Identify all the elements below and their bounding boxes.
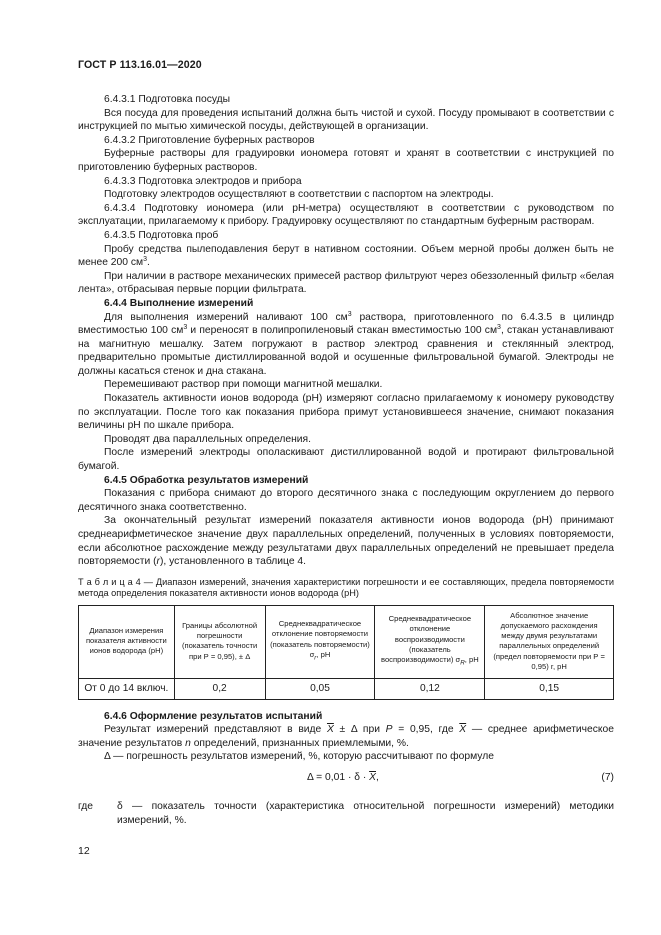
text-run: = 0,95, где <box>392 724 460 736</box>
section-6-4-4-title: 6.4.4 Выполнение измерений <box>104 297 254 309</box>
paragraph: Показания с прибора снимают до второго десятичного знака с последующим округлением до первого десятичного знака соответственно. <box>78 488 614 513</box>
table-header-cell <box>265 605 375 678</box>
superscript: 3 <box>143 256 147 264</box>
formula-expression <box>307 771 379 785</box>
text-run: Для выполнения измерений наливают 100 см <box>104 311 348 323</box>
where-definition: δ — показатель точности (характеристика относительной погрешности измерений) методики измерений, %. <box>117 800 614 826</box>
text-run: Среднеквадратическое отклонение повторяемости (показатель повторяемости) σ <box>270 619 370 659</box>
paragraph: Подготовку электродов осуществляют в соответствии с паспортом на электроды. <box>104 189 494 201</box>
formula-7 <box>78 764 614 794</box>
text-run: и переносят в полипропиленовый стакан вместимостью 100 см <box>187 325 498 337</box>
text-run: — среднее арифметическое значение результатов <box>78 724 614 749</box>
section-6-4-5-title: 6.4.5 Обработка результатов измерений <box>104 474 309 486</box>
table-row <box>79 679 614 700</box>
symbol-x-mean: $\overline{X}$ <box>459 724 467 736</box>
page-number: 12 <box>78 845 90 857</box>
paragraph-6-4-3-4: 6.4.3.4 Подготовку иономера (или pH-метра) осуществляют в соответствии с руководством по эксплуатации, прилагаемому к прибору. Градуировку осуществляют по стандартным буферным растворам. <box>78 202 614 228</box>
text-run: . <box>146 257 150 269</box>
paragraph-sample-volume <box>78 243 614 270</box>
paragraph-6-4-3-5-title: 6.4.3.5 Подготовка проб <box>104 229 219 241</box>
symbol-x-mean: $\overline{X}$ <box>326 724 334 736</box>
table-caption: Т а б л и ц а 4 — Диапазон измерений, значения характеристики погрешности и ее составляющих, предела повторяемости метода определения показателя активности ионов водорода (pH) <box>78 576 614 599</box>
where-block <box>78 800 614 830</box>
table-header-cell: Диапазон измерения показателя активности ионов водорода (pH) <box>79 605 175 678</box>
paragraph-6-4-3-2-title: 6.4.3.2 Приготовление буферных растворов <box>104 134 315 146</box>
paragraph-final-result <box>78 514 614 568</box>
text-run: Результат измерений представляют в виде <box>104 724 327 736</box>
paragraph: Показатель активности ионов водорода (pH) измеряют согласно прилагаемому к иономеру руководству по эксплуатации. После того как показания прибора примут установившееся значение, снимают показания величины pH по шкале прибора. <box>78 393 614 432</box>
symbol-p: P <box>385 724 393 736</box>
table-cell: 0,05 <box>265 679 375 700</box>
text-run: определений, признанных приемлемыми, %. <box>190 737 409 749</box>
superscript: 3 <box>497 324 501 332</box>
formula-number: (7) <box>601 771 614 783</box>
text-run: Среднеквадратическое отклонение воспроизводимости (показатель воспроизводимости) σ <box>381 614 472 664</box>
paragraph: Перемешивают раствор при помощи магнитной мешалки. <box>104 379 383 391</box>
paragraph-6-4-3-3-title: 6.4.3.3 Подготовка электродов и прибора <box>104 175 302 187</box>
text-run: Пробу средства пылеподавления берут в нативном состоянии. Объем мерной пробы должен быть не менее 200 см <box>78 243 614 269</box>
text-run: раствора, приготовленного по 6.4.3.5 в цилиндр вместимостью 100 см <box>78 311 614 337</box>
text-run: Δ = 0,01 · δ · <box>307 771 370 783</box>
symbol-n: n <box>185 737 191 749</box>
paragraph: Буферные растворы для градуировки иономера готовят и хранят в соответствии с инструкцией по приготовлению буферных растворов. <box>78 148 614 173</box>
section-6-4-6-title: 6.4.6 Оформление результатов испытаний <box>104 710 323 722</box>
table-cell: 0,12 <box>375 679 485 700</box>
text-run: , pH <box>316 649 331 659</box>
table-header-row <box>79 605 614 678</box>
superscript: 3 <box>347 310 352 318</box>
paragraph: При наличии в растворе механических примесей раствор фильтруют через обеззоленный фильтр «белая лента», отбрасывая первые порции фильтрата. <box>78 270 614 296</box>
paragraph-result-format <box>78 723 614 750</box>
where-label: где <box>78 800 94 812</box>
subscript: r <box>314 654 317 662</box>
table-header-cell: Границы абсолютной погрешности (показатель точности при Р = 0,95), ± Δ <box>174 605 265 678</box>
text-run: За окончательный результат измерений показателя активности ионов водорода (pH) принимают среднеарифметическое значение двух параллельных определений, полученных в условиях повторяемости, если абсолютное расхождение между результатами двух параллельных определений не превышает предела повторяемости ( <box>78 515 614 568</box>
paragraph: Δ — погрешность результатов измерений, %, которую рассчитывают по формуле <box>104 751 494 763</box>
table-cell: 0,15 <box>485 679 614 700</box>
text-run: ), установленного в таблице 4. <box>159 556 307 568</box>
table-header-cell <box>375 605 485 678</box>
paragraph-6-4-3-1-title: 6.4.3.1 Подготовка посуды <box>104 94 231 105</box>
table-cell: От 0 до 14 включ. <box>79 679 175 700</box>
text-run: , <box>376 771 379 783</box>
paragraph: Проводят два параллельных определения. <box>104 433 311 445</box>
paragraph: Вся посуда для проведения испытаний должна быть чистой и сухой. Посуду промывают в соответствии с инструкцией по мытью химической посуды, действующей в организации. <box>78 107 614 133</box>
text-run: , pH <box>464 654 479 664</box>
table-header-cell: Абсолютное значение допускаемого расхождения между двумя результатами параллельных определений (предел повторяемости при Р = 0,95) r, pH <box>485 605 614 678</box>
paragraph-measurement <box>78 311 614 379</box>
superscript: 3 <box>183 324 188 332</box>
table-cell: 0,2 <box>174 679 265 700</box>
results-table <box>78 605 614 700</box>
text-run: ± Δ при <box>333 724 386 736</box>
text-run: , стакан устанавливают на магнитную мешалку. Затем погружают в раствор электрод сравнения и стеклянный электрод, предварительно промытые дистиллированной водой и осушенные фильтровальной бумагой. Электроды не должны касаться стенок и дна стакана. <box>78 325 614 377</box>
document-header: ГОСТ Р 113.16.01—2020 <box>78 59 202 71</box>
symbol-x-mean: $\overline{X}$ <box>369 771 376 783</box>
paragraph: После измерений электроды ополаскивают дистиллированной водой и протирают фильтровальной бумагой. <box>78 447 614 473</box>
symbol-r: r <box>156 556 160 568</box>
page-content <box>78 93 614 830</box>
subscript: R <box>460 659 465 667</box>
